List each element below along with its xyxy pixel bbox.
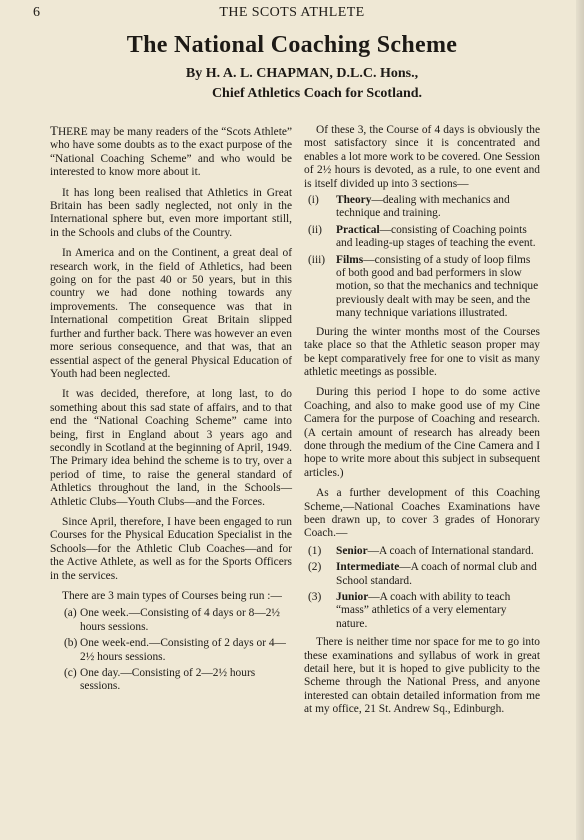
list-item — [50, 667, 292, 694]
list-text: —dealing with mechanics and technique and training. — [336, 194, 510, 220]
course-types-list — [50, 607, 292, 693]
list-text: —consisting of a study of loop films of both good and bad performers in slow motion, so that the mechanics and technique previously dealt with may be seen, and the many technique variations illustrated. — [336, 253, 539, 320]
list-marker: (a) — [64, 607, 77, 620]
paragraph-text: HERE may be many readers of the “Scots Athlete” who have some doubts as to the exact purpose of the “National Coaching Scheme” and who would be interested to know more about it. — [50, 126, 292, 179]
list-term: Films — [336, 253, 364, 266]
paragraph: It has long been realised that Athletics in Great Britain has been sadly neglected, not only in the International sphere but, even more important still, in the Schools and clubs of the Country. — [50, 186, 292, 239]
list-text: One week-end.—Consisting of 2 days or 4—2½ hours sessions. — [80, 637, 286, 663]
list-text: One week.—Consisting of 4 days or 8—2½ hours sessions. — [80, 607, 280, 633]
list-item — [50, 607, 292, 634]
list-item — [304, 591, 540, 631]
list-item — [304, 561, 540, 588]
page-edge-shadow — [576, 0, 584, 840]
sections-list — [304, 194, 540, 321]
list-item — [304, 545, 540, 558]
list-item — [304, 254, 540, 321]
list-marker: (ii) — [308, 223, 322, 236]
paragraph: As a further development of this Coaching Scheme,—National Coaches Examinations have been drawn up, to cover 3 grades of Honorary Coach.— — [304, 487, 540, 540]
journal-name: THE SCOTS ATHLETE — [219, 5, 365, 20]
list-term: Senior — [336, 544, 368, 557]
page-header — [0, 5, 584, 23]
list-marker: (c) — [64, 667, 77, 680]
page-number: 6 — [33, 5, 40, 20]
paragraph: It was decided, therefore, at long last, to do something about this sad state of affairs, and to that end the “National Coaching Scheme” came into being, first in England about 3 years ago and secondly in Scotland at the beginning of April, 1949. The Primary idea behind the scheme is to try, over a period of time, to raise the general standard of Athletics throughout the land, in the Schools—Athletic Clubs—Youth Clubs—and the Forces. — [50, 388, 292, 508]
paragraph: There are 3 main types of Courses being run :— — [62, 590, 282, 602]
right-column — [304, 124, 540, 724]
article-byline — [0, 66, 584, 102]
list-marker: (1) — [308, 544, 322, 557]
paragraph: There is neither time nor space for me to go into these examinations and syllabus of work in great detail here, but it is hoped to give publicity to the Scheme through the National Press, and anyone interested can obtain detailed information from me at my office, 21 St. Andrew Sq., Edinburgh. — [304, 636, 540, 716]
paragraph — [50, 124, 292, 180]
list-term: Theory — [336, 194, 372, 207]
list-marker: (iii) — [308, 253, 326, 266]
list-item — [304, 224, 540, 251]
paragraph: During this period I hope to do some active Coaching, and also to make good use of my Cine Camera for the purpose of Coaching and research. (A certain amount of research has already been done through the medium of the Cine Camera and I hope to write more about this subject in subsequent articles.) — [304, 386, 540, 479]
list-marker: (i) — [308, 194, 319, 207]
paragraph: Of these 3, the Course of 4 days is obviously the most satisfactory since it is concentrated and enables a lot more work to be covered. One Session of 2½ hours is devoted, as a rule, to one event and is itself divided up into 3 sections— — [304, 124, 540, 190]
list-text: —A coach of International standard. — [367, 544, 534, 557]
left-column — [50, 124, 292, 697]
list-text: One day.—Consisting of 2—2½ hours sessions. — [80, 667, 256, 693]
list-marker: (3) — [308, 591, 322, 603]
author-line: By H. A. L. CHAPMAN, D.L.C. Hons., — [185, 66, 419, 81]
paragraph: During the winter months most of the Courses take place so that the Athletic season proper may be kept comparatively free for one to visit as many athletic meetings as possible. — [304, 325, 540, 378]
list-term: Practical — [336, 223, 380, 236]
list-text: —A coach with ability to teach “mass” athletics of a very elementary nature. — [336, 591, 511, 630]
grades-list — [304, 545, 540, 631]
paragraph: In America and on the Continent, a great deal of research work, in the field of Athletics, had been going on for the past 40 or 50 years, but in this country we had done nothing towards any improvements. The consequence was that in International competition Great Britain slipped further and further back. There was however an even more serious consequence, and that was, that an essential aspect of the general Physical Education of Youth had been neglected. — [50, 247, 292, 380]
list-item — [50, 637, 292, 664]
drop-cap: T — [50, 123, 58, 138]
list-marker: (b) — [64, 637, 78, 650]
paragraph: Since April, therefore, I have been engaged to run Courses for the Physical Education Specialist in the Schools—for the Athletic Club Coaches—and for the Active Athlete, as well as for the Sports Officers in the services. — [50, 515, 292, 582]
article-title: The National Coaching Scheme — [126, 32, 458, 58]
list-term: Junior — [336, 591, 369, 603]
list-text: —consisting of Coaching points and leading-up stages of teaching the event. — [336, 223, 536, 250]
author-role: Chief Athletics Coach for Scotland. — [211, 86, 423, 101]
list-marker: (2) — [308, 561, 322, 574]
list-text: —A coach of normal club and School standard. — [336, 561, 537, 587]
list-item — [304, 194, 540, 221]
list-term: Intermediate — [336, 561, 400, 574]
